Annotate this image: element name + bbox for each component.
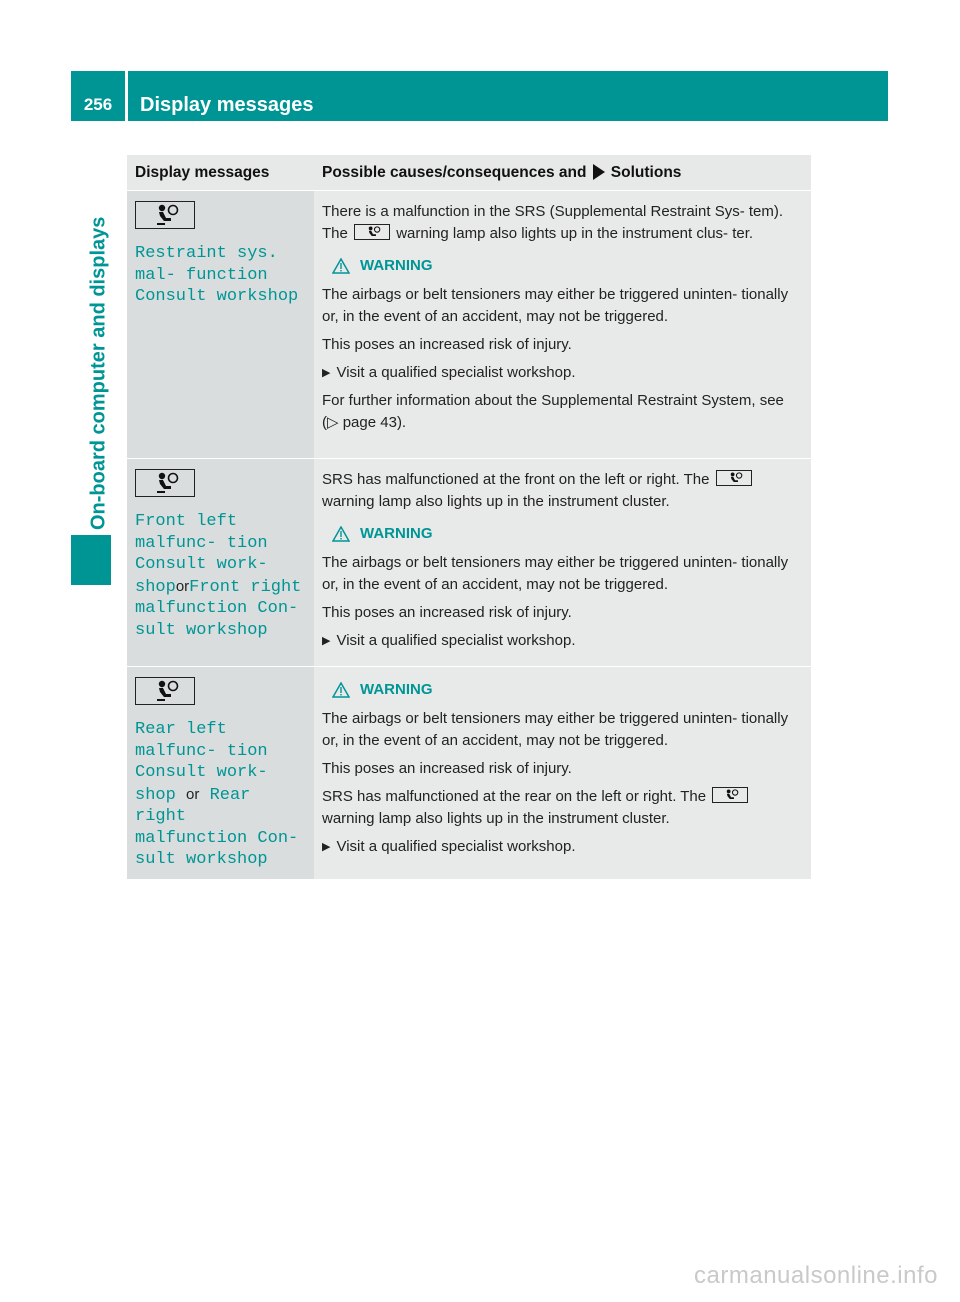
- action-text: Visit a qualified specialist workshop.: [336, 838, 576, 855]
- message-cell: [127, 667, 314, 879]
- warning-triangle-icon: [332, 526, 350, 542]
- page-title: Display messages: [140, 94, 314, 116]
- cause-text-a: There is a malfunction in the SRS (Supplemental Restraint Sys- tem). The: [322, 203, 784, 242]
- message-rear-right: Rear right malfunction Con- sult workshop: [135, 785, 299, 869]
- table-row: [127, 459, 811, 667]
- cause-text-a: SRS has malfunctioned at the front on the left or right. The: [322, 471, 710, 488]
- action-text: Visit a qualified specialist workshop.: [336, 632, 576, 649]
- col-header-solutions-pre: Possible causes/consequences and: [322, 163, 587, 181]
- col-header-solutions: [314, 155, 811, 191]
- cause-text: [322, 786, 803, 830]
- display-messages-table: [127, 155, 811, 879]
- action-item: [322, 362, 803, 384]
- airbag-warning-icon: [712, 787, 748, 803]
- cause-text-a: SRS has malfunctioned at the rear on the left or right. The: [322, 788, 707, 805]
- warning-label: WARNING: [360, 257, 433, 274]
- airbag-warning-icon: [135, 201, 195, 229]
- warning-heading: [322, 681, 803, 698]
- cause-text-b: warning lamp also lights up in the instrument cluster.: [322, 493, 670, 510]
- watermark-text: carmanualsonline.info: [694, 1262, 938, 1289]
- message-or: or: [186, 785, 200, 803]
- display-message-text: [135, 511, 306, 641]
- bullet-arrow-icon: ▶: [322, 841, 331, 853]
- warning-text: The airbags or belt tensioners may either be triggered uninten- tionally or, in the event of an accident, may not be triggered.: [322, 286, 789, 325]
- message-rear-left: Rear left malfunc- tion Consult work- shop: [135, 720, 268, 805]
- solution-cell: [314, 191, 811, 459]
- table-row: [127, 667, 811, 879]
- page-reference-arrow-icon: ▷: [327, 414, 339, 431]
- warning-text: The airbags or belt tensioners may either be triggered uninten- tionally or, in the event of an accident, may not be triggered.: [322, 554, 789, 593]
- bullet-arrow-icon: ▶: [322, 367, 331, 379]
- warning-heading: [322, 525, 803, 542]
- message-or: or: [175, 577, 190, 595]
- warning-text: The airbags or belt tensioners may either be triggered uninten- tionally or, in the event of an accident, may not be triggered.: [322, 710, 789, 749]
- header-divider: [125, 71, 128, 121]
- display-message-text: [135, 719, 306, 871]
- message-front-left: Front left malfunc- tion Consult work- shop: [135, 512, 268, 597]
- further-info-a: For further information about the Supplemental Restraint System, see (: [322, 392, 784, 431]
- display-message-text: Restraint sys. mal- function Consult workshop: [135, 244, 299, 306]
- side-section-label: [82, 170, 116, 530]
- warning-triangle-icon: [332, 258, 350, 274]
- table-row: [127, 191, 811, 459]
- warning-label: WARNING: [360, 681, 433, 698]
- side-section-marker: [71, 535, 111, 585]
- message-front-right: Front right malfunction Con- sult workshop: [135, 577, 302, 640]
- cause-text: [322, 201, 803, 245]
- cause-text-b: warning lamp also lights up in the instrument clus- ter.: [396, 225, 754, 242]
- col-header-solutions-post: Solutions: [610, 163, 682, 181]
- solution-cell: [314, 667, 811, 879]
- warning-heading: [322, 257, 803, 274]
- action-item: [322, 836, 803, 858]
- message-cell: [127, 191, 314, 459]
- page-reference-link[interactable]: page 43).: [342, 414, 407, 431]
- play-arrow-icon: [593, 164, 605, 180]
- cause-text: [322, 469, 803, 513]
- col-header-messages: Display messages: [127, 155, 314, 191]
- action-item: [322, 630, 803, 652]
- action-text: Visit a qualified specialist workshop.: [336, 364, 576, 381]
- warning-label: WARNING: [360, 525, 433, 542]
- risk-text: This poses an increased risk of injury.: [322, 604, 572, 621]
- airbag-warning-icon: [354, 224, 390, 240]
- page-number: 256: [83, 95, 113, 114]
- further-info-text: [322, 390, 803, 434]
- cause-text-b: warning lamp also lights up in the instrument cluster.: [322, 810, 670, 827]
- table-header-row: [127, 155, 811, 191]
- risk-text: This poses an increased risk of injury.: [322, 760, 572, 777]
- airbag-warning-icon: [135, 469, 195, 497]
- solution-cell: [314, 459, 811, 667]
- message-cell: [127, 459, 314, 667]
- airbag-warning-icon: [716, 470, 752, 486]
- airbag-warning-icon: [135, 677, 195, 705]
- warning-triangle-icon: [332, 682, 350, 698]
- side-section-text: On-board computer and displays: [87, 216, 110, 530]
- bullet-arrow-icon: ▶: [322, 635, 331, 647]
- risk-text: This poses an increased risk of injury.: [322, 336, 572, 353]
